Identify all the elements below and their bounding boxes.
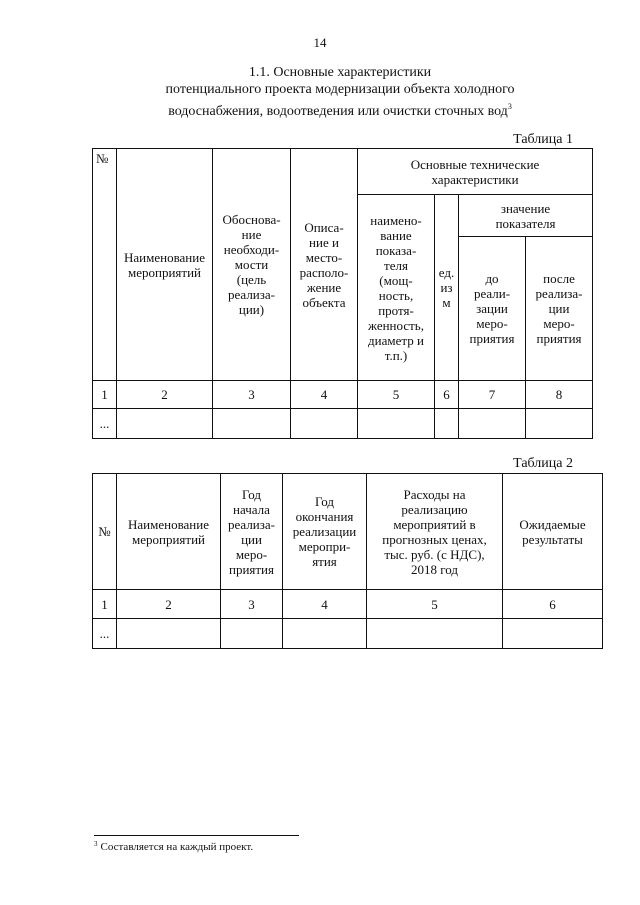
- table2-empty-cell: [283, 619, 367, 649]
- footnote-text: Составляется на каждый проект.: [100, 841, 254, 853]
- table1-header-indicator-name: наимено- вание показа- теля (мощ- ность, протя- женность, диаметр и т.п.): [358, 195, 435, 381]
- table2-colnum-5: 5: [367, 590, 503, 619]
- table1-continuation: ...: [93, 409, 117, 439]
- section-title: 1.1. Основные характеристики: [248, 65, 432, 80]
- table2-colnum-6: 6: [503, 590, 603, 619]
- footnote-separator: [94, 835, 299, 836]
- table1-empty-cell: [358, 409, 435, 439]
- table1-empty-cell: [526, 409, 593, 439]
- table1-header-before: до реали- зации меро- приятия: [459, 237, 526, 381]
- table1-continuation-row: [93, 409, 593, 439]
- table1-header-after: после реализа- ции меро- приятия: [526, 237, 593, 381]
- section-subtitle-line2: [70, 99, 610, 120]
- table2-header-results: Ожидаемые результаты: [503, 474, 603, 590]
- table1-header-justification: Обоснова- ние необходи- мости (цель реализа- ции): [213, 149, 291, 381]
- table1-caption: Таблица 1: [513, 132, 573, 147]
- table2-header-costs: Расходы на реализацию мероприятий в прогнозных ценах, тыс. руб. (с НДС), 2018 год: [367, 474, 503, 590]
- table1-colnum-3: 3: [213, 381, 291, 409]
- table1-header-indicator-value: значение показателя: [459, 195, 593, 237]
- table1-empty-cell: [213, 409, 291, 439]
- table2-number-row: [93, 590, 603, 619]
- table1-header-name: Наименование мероприятий: [117, 149, 213, 381]
- table2-colnum-4: 4: [283, 590, 367, 619]
- section-subtitle-line1: потенциального проекта модернизации объекта холодного: [165, 82, 515, 97]
- table2-header-number: №: [93, 474, 117, 590]
- table2-colnum-3: 3: [221, 590, 283, 619]
- table2-empty-cell: [503, 619, 603, 649]
- table1-colnum-7: 7: [459, 381, 526, 409]
- table1-colnum-6: 6: [435, 381, 459, 409]
- footnote: [94, 840, 253, 853]
- table2-header-name: Наименование мероприятий: [117, 474, 221, 590]
- table2: [92, 473, 603, 649]
- table1-colnum-5: 5: [358, 381, 435, 409]
- table1-colnum-1: 1: [93, 381, 117, 409]
- table1-colnum-2: 2: [117, 381, 213, 409]
- table1-header-tech-characteristics: Основные технические характеристики: [358, 149, 593, 195]
- table2-empty-cell: [221, 619, 283, 649]
- footnote-reference: 3: [507, 102, 512, 111]
- table1-number-row: [93, 381, 593, 409]
- footnote-mark: 3: [94, 840, 98, 848]
- table2-empty-cell: [117, 619, 221, 649]
- table1-empty-cell: [117, 409, 213, 439]
- table2-header-year-end: Год окончания реализации меропри- ятия: [283, 474, 367, 590]
- table2-caption: Таблица 2: [513, 456, 573, 471]
- table2-colnum-1: 1: [93, 590, 117, 619]
- page-number: 14: [313, 35, 327, 50]
- table1-empty-cell: [291, 409, 358, 439]
- section-subtitle-text: водоснабжения, водоотведения или очистки сточных вод: [168, 104, 508, 119]
- table2-continuation: ...: [93, 619, 117, 649]
- table1-empty-cell: [435, 409, 459, 439]
- table2-colnum-2: 2: [117, 590, 221, 619]
- table1-header-number: №: [93, 149, 117, 381]
- table1-header-description: Описа- ние и место- располо- жение объекта: [291, 149, 358, 381]
- table1-colnum-4: 4: [291, 381, 358, 409]
- table2-continuation-row: [93, 619, 603, 649]
- table1-empty-cell: [459, 409, 526, 439]
- table2-header-year-start: Год начала реализа- ции меро- приятия: [221, 474, 283, 590]
- table1-colnum-8: 8: [526, 381, 593, 409]
- table1-header-unit: ед. из м: [435, 195, 459, 381]
- table2-empty-cell: [367, 619, 503, 649]
- table1: [92, 148, 593, 439]
